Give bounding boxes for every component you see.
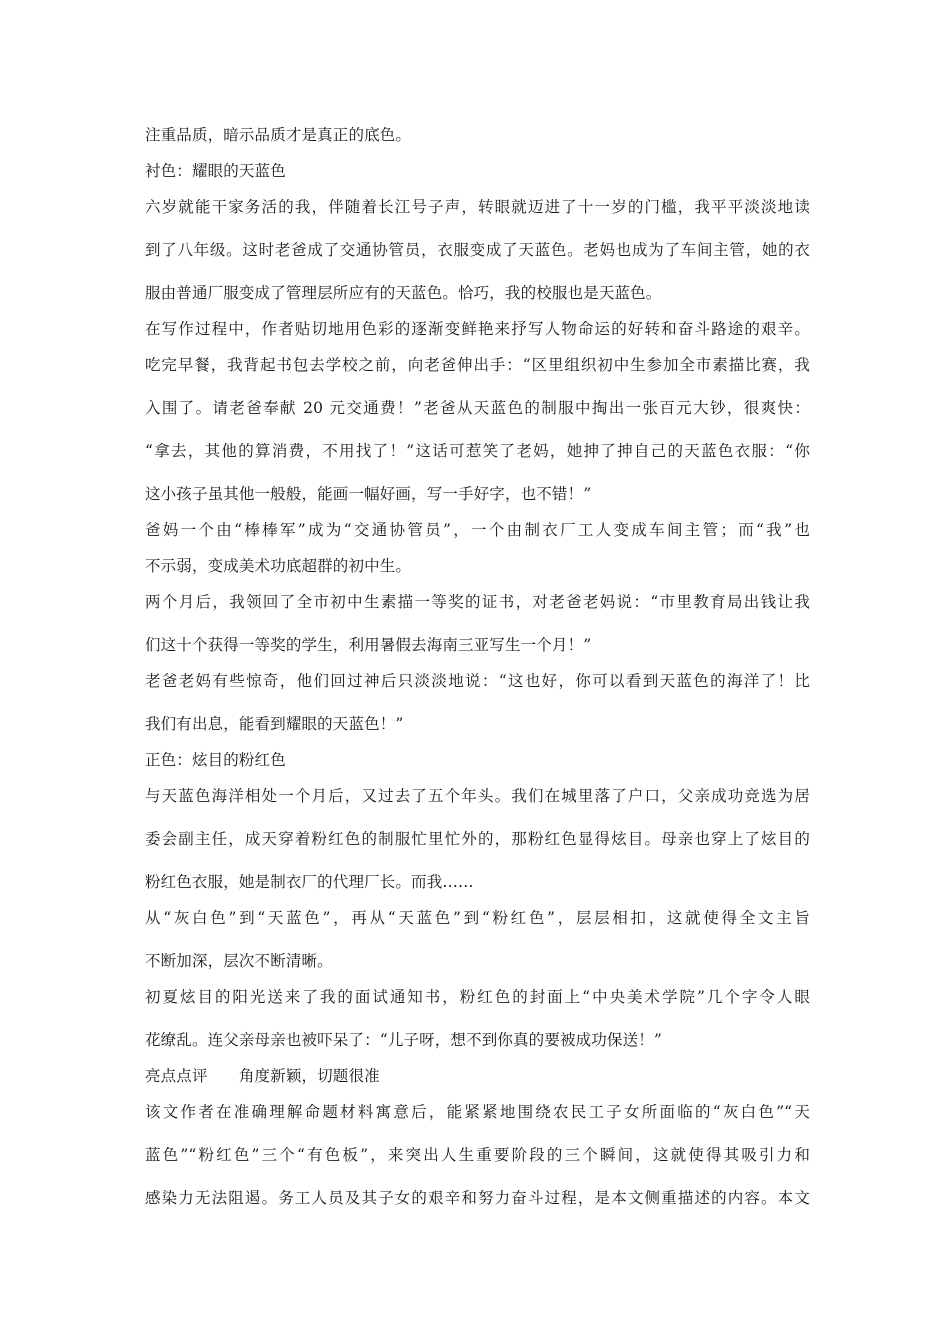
text-line: 到了八年级。这时老爸成了交通协管员，衣服变成了天蓝色。老妈也成为了车间主管，她的衣 (145, 241, 810, 259)
section-heading: 正色：炫目的粉红色 (145, 751, 286, 769)
text-line: 花缭乱。连父亲母亲也被吓呆了：“儿子呀，想不到你真的要被成功保送！” (145, 1031, 662, 1049)
text-line: 服由普通厂服变成了管理层所应有的天蓝色。恰巧，我的校服也是天蓝色。 (145, 284, 662, 302)
text-line: 委会副主任，成天穿着粉红色的制服忙里忙外的，那粉红色显得炫目。母亲也穿上了炫目的 (145, 830, 810, 848)
commentary-line: 从“灰白色”到“天蓝色”，再从“天蓝色”到“粉红色”，层层相扣，这就使得全文主旨 (145, 909, 810, 927)
text-line: 老爸老妈有些惊奇，他们回过神后只淡淡地说：“这也好，你可以看到天蓝色的海洋了！比 (145, 672, 810, 690)
text-line: 我们有出息，能看到耀眼的天蓝色！” (145, 715, 404, 733)
commentary-line: 不断加深，层次不断清晰。 (145, 952, 333, 970)
section-heading: 衬色：耀眼的天蓝色 (145, 162, 286, 180)
text-line: 初夏炫目的阳光送来了我的面试通知书，粉红色的封面上“中央美术学院”几个字令人眼 (145, 988, 810, 1006)
text-line: 这小孩子虽其他一般般，能画一幅好画，写一手好字，也不错！” (145, 485, 592, 503)
text-line: 两个月后，我领回了全市初中生素描一等奖的证书，对老爸老妈说：“市里教育局出钱让我 (145, 593, 810, 611)
text-line: 入围了。请老爸奉献 20 元交通费！”老爸从天蓝色的制服中掏出一张百元大钞，很爽快： (145, 399, 810, 417)
review-line: 感染力无法阻遏。务工人员及其子女的艰辛和努力奋斗过程，是本文侧重描述的内容。本文 (145, 1189, 810, 1207)
text-line: 与天蓝色海洋相处一个月后，又过去了五个年头。我们在城里落了户口，父亲成功竞选为居 (145, 787, 810, 805)
commentary-line: 在写作过程中，作者贴切地用色彩的逐渐变鲜艳来抒写人物命运的好转和奋斗路途的艰辛。 (145, 320, 810, 338)
review-line: 蓝色”“粉红色”三个“有色板”，来突出人生重要阶段的三个瞬间，这就使得其吸引力和 (145, 1146, 810, 1164)
review-heading: 亮点点评 角度新颖，切题很准 (145, 1067, 380, 1085)
text-line: “拿去，其他的算消费，不用找了！”这话可惹笑了老妈，她抻了抻自己的天蓝色衣服：“你 (145, 442, 810, 460)
commentary-line: 爸妈一个由“棒棒军”成为“交通协管员”，一个由制衣厂工人变成车间主管；而“我”也 (145, 521, 810, 539)
text-line: 们这十个获得一等奖的学生，利用暑假去海南三亚写生一个月！” (145, 636, 592, 654)
review-line: 该文作者在准确理解命题材料寓意后，能紧紧地围绕农民工子女所面临的“灰白色”“天 (145, 1103, 810, 1121)
text-line: 粉红色衣服，她是制衣厂的代理厂长。而我…… (145, 873, 474, 891)
text-line: 六岁就能干家务活的我，伴随着长江号子声，转眼就迈进了十一岁的门槛，我平平淡淡地读 (145, 198, 810, 216)
text-line: 注重品质，暗示品质才是真正的底色。 (145, 126, 412, 144)
commentary-line: 不示弱，变成美术功底超群的初中生。 (145, 557, 412, 575)
text-line: 吃完早餐，我背起书包去学校之前，向老爸伸出手：“区里组织初中生参加全市素描比赛，我 (145, 356, 810, 374)
